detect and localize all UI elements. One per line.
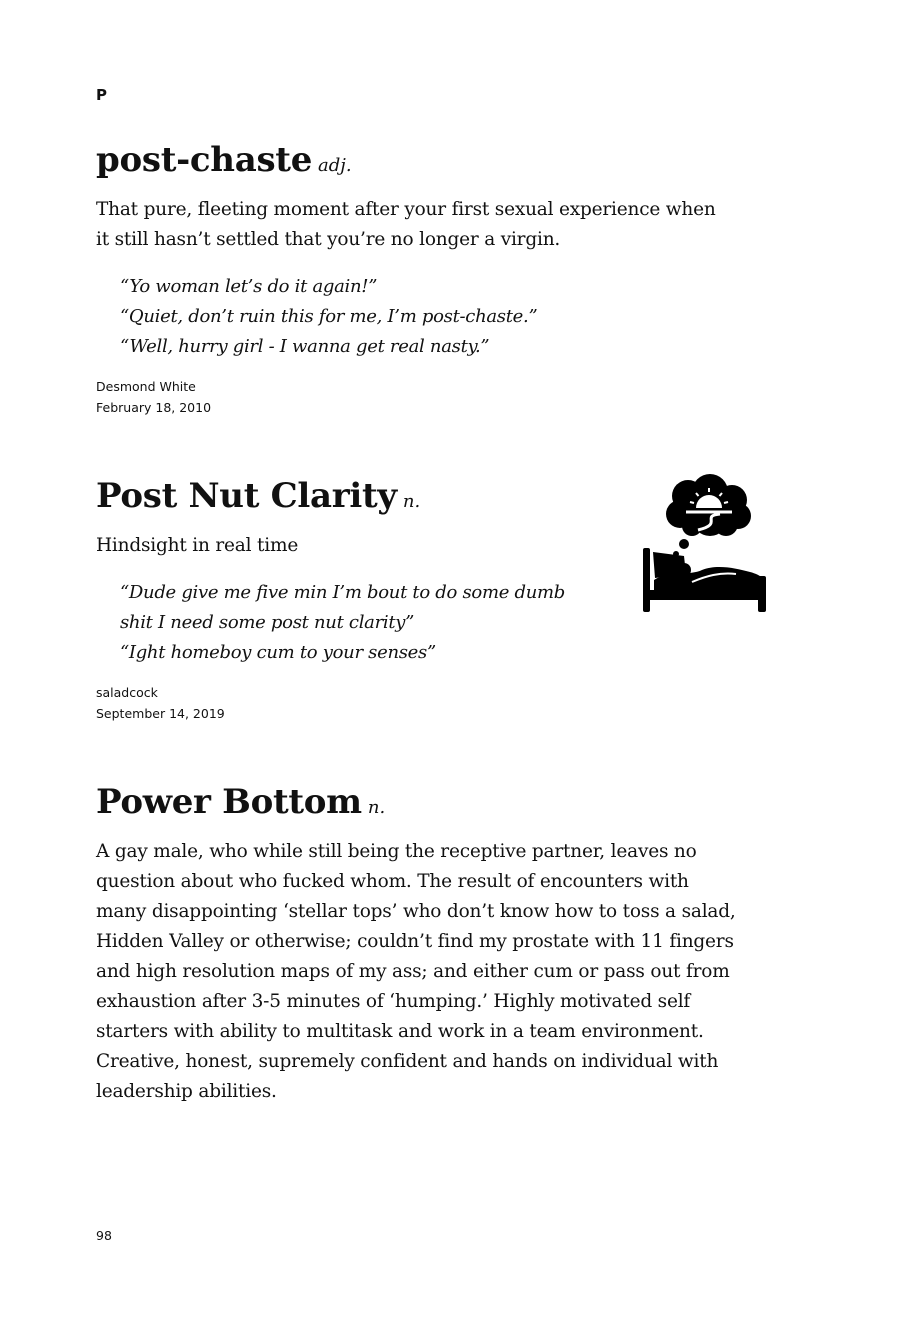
example-line: shit I need some post nut clarity” xyxy=(120,612,415,633)
entry-meta xyxy=(96,682,626,724)
example-line: “Ight homeboy cum to your senses” xyxy=(120,642,436,663)
entry-heading xyxy=(96,782,786,822)
example-line: “Dude give me five min I’m bout to do some dumb xyxy=(120,582,566,603)
date: September 14, 2019 xyxy=(96,706,225,721)
example-line: “Well, hurry girl - I wanna get real nasty.” xyxy=(120,336,490,357)
definition xyxy=(96,531,626,561)
definition-line: and high resolution maps of my ass; and either cum or pass out from xyxy=(96,961,730,982)
definition-line: Hidden Valley or otherwise; couldn’t find my prostate with 11 fingers xyxy=(96,931,734,952)
entry-meta xyxy=(96,376,776,418)
entry-heading xyxy=(96,140,776,180)
definition-line: That pure, fleeting moment after your first sexual experience when xyxy=(96,199,716,220)
page-number: 98 xyxy=(96,1228,112,1243)
definition xyxy=(96,837,786,1107)
headword: Power Bottom xyxy=(96,782,362,822)
example-quote xyxy=(96,578,626,668)
headword: post-chaste xyxy=(96,140,313,180)
entry-post-nut-clarity xyxy=(96,476,626,724)
example-line: “Yo woman let’s do it again!” xyxy=(120,276,378,297)
part-of-speech: adj. xyxy=(318,155,352,176)
part-of-speech: n. xyxy=(402,491,421,512)
author: Desmond White xyxy=(96,379,196,394)
sleeping-person-dream-bubble-icon xyxy=(640,472,770,614)
author: saladcock xyxy=(96,685,158,700)
part-of-speech: n. xyxy=(367,797,386,818)
definition-line: Hindsight in real time xyxy=(96,535,299,556)
date: February 18, 2010 xyxy=(96,400,212,415)
definition-line: Creative, honest, supremely confident and hands on individual with xyxy=(96,1051,719,1072)
definition-line: A gay male, who while still being the receptive partner, leaves no xyxy=(96,841,697,862)
section-letter: P xyxy=(96,86,107,104)
example-quote xyxy=(96,272,776,362)
example-line: “Quiet, don’t ruin this for me, I’m post-chaste.” xyxy=(120,306,538,327)
entry-heading xyxy=(96,476,626,516)
definition-line: it still hasn’t settled that you’re no longer a virgin. xyxy=(96,229,561,250)
entry-power-bottom xyxy=(96,782,786,1107)
entry-post-chaste xyxy=(96,140,776,418)
definition-line: leadership abilities. xyxy=(96,1081,277,1102)
definition-line: question about who fucked whom. The result of encounters with xyxy=(96,871,689,892)
definition-line: many disappointing ‘stellar tops’ who don’t know how to toss a salad, xyxy=(96,901,736,922)
headword: Post Nut Clarity xyxy=(96,476,397,516)
definition-line: starters with ability to multitask and work in a team environment. xyxy=(96,1021,704,1042)
definition-line: exhaustion after 3-5 minutes of ‘humping.’ Highly motivated self xyxy=(96,991,691,1012)
definition xyxy=(96,195,776,255)
